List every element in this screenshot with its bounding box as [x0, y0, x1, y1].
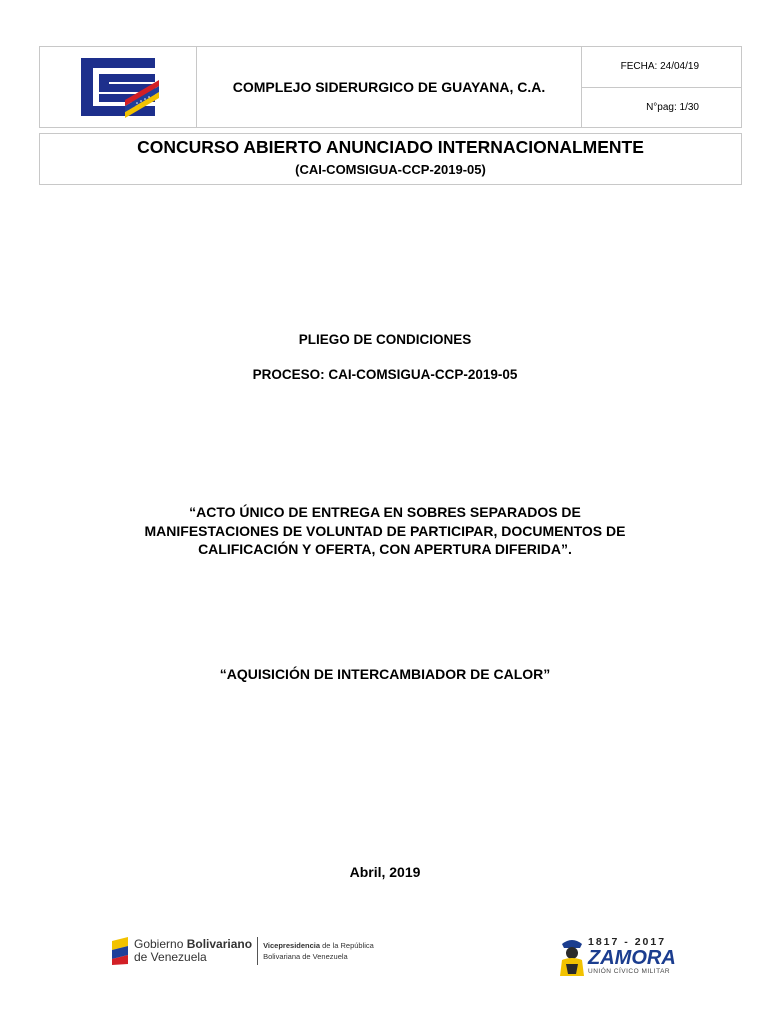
- acto-line: MANIFESTACIONES DE VOLUNTAD DE PARTICIPAR, DOCUMENTOS DE: [144, 522, 626, 539]
- vice-text-a: Vicepresidencia: [263, 941, 321, 950]
- zamora-logo: [558, 934, 676, 976]
- header-meta: [582, 47, 741, 127]
- proceso-heading: PROCESO: CAI-COMSIGUA-CCP-2019-05: [252, 367, 518, 382]
- acquisition-title: “AQUISICIÓN DE INTERCAMBIADOR DE CALOR”: [219, 666, 551, 682]
- gov-text-a: Gobierno: [134, 937, 187, 951]
- document-title: CONCURSO ABIERTO ANUNCIADO INTERNACIONALMENTE: [137, 137, 644, 157]
- acto-description: [0, 503, 770, 559]
- gov-text-b: Bolivariano: [186, 937, 253, 951]
- zamora-subtitle: UNIÓN CÍVICO MILITAR: [588, 967, 671, 975]
- pliego-heading: PLIEGO DE CONDICIONES: [298, 332, 472, 347]
- venezuela-flag-icon: [110, 937, 130, 965]
- zamora-years: 1817 - 2017: [588, 935, 667, 948]
- gov-text-line2: de Venezuela: [134, 950, 207, 964]
- document-code: (CAI-COMSIGUA-CCP-2019-05): [295, 162, 486, 177]
- vice-text-b: de la República: [320, 941, 374, 950]
- vice-text: [263, 940, 374, 962]
- footer-divider: [257, 937, 258, 965]
- government-logo: [110, 937, 374, 965]
- title-box: [39, 133, 742, 185]
- company-name: COMPLEJO SIDERURGICO DE GUAYANA, C.A.: [197, 47, 582, 127]
- zamora-text: [588, 936, 676, 975]
- acto-line: “ACTO ÚNICO DE ENTREGA EN SOBRES SEPARADOS DE: [189, 504, 581, 520]
- logo-cell: [40, 47, 197, 127]
- gov-text: [134, 938, 252, 964]
- vice-text-line2: Bolivariana de Venezuela: [263, 952, 348, 961]
- comsigua-logo: [75, 54, 161, 120]
- document-header: [39, 46, 742, 128]
- zamora-name: ZAMORA: [588, 946, 676, 969]
- acto-line: CALIFICACIÓN Y OFERTA, CON APERTURA DIFERIDA”.: [198, 541, 572, 557]
- zamora-portrait-icon: [558, 934, 586, 976]
- document-date: Abril, 2019: [349, 864, 421, 880]
- header-date: FECHA: 24/04/19: [620, 61, 699, 73]
- header-page-number: N°pag: 1/30: [582, 87, 741, 128]
